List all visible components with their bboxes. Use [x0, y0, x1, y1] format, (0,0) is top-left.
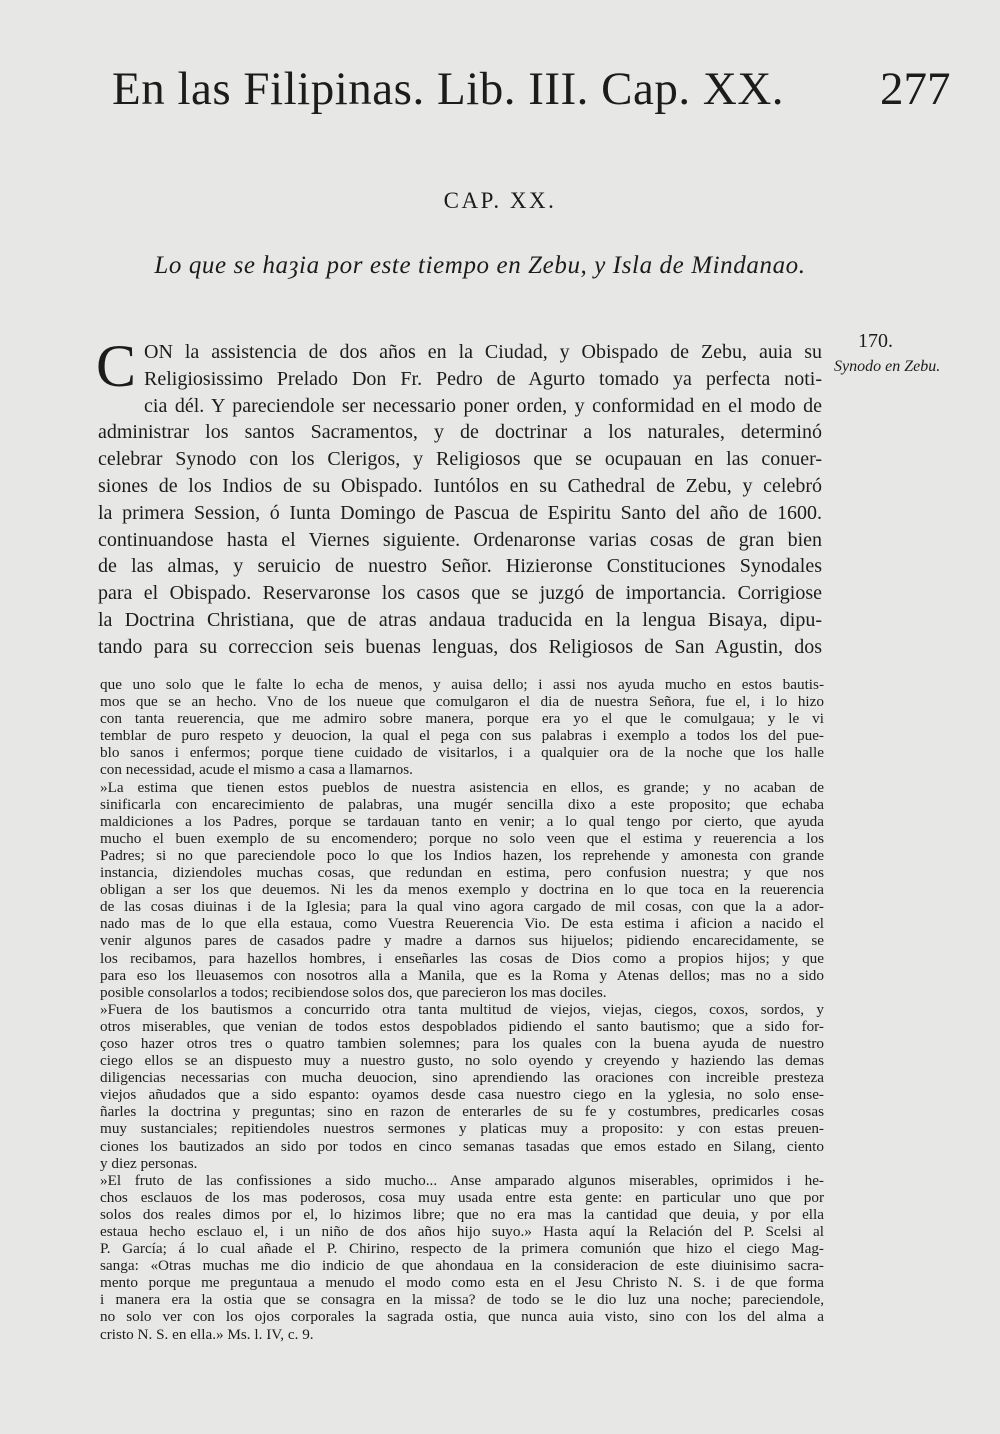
footnotes: [100, 676, 824, 1343]
footnote-line: muy sustanciales; repitiendoles nuestros sermones y platicas muy a proposito: y con estas preuen-: [100, 1120, 824, 1138]
body-line: continuandose hasta el Viernes siguiente. Ordenaronse varias cosas de gran bien: [98, 528, 822, 551]
chapter-heading: CAP. XX.: [443, 188, 557, 213]
footnote-line: viejos añudados que a sido espanto: oyamos desde casa nuestro ciego en la yglesia, no solo ense-: [100, 1086, 824, 1104]
footnote-line: con tanta reuerencia, que me admiro sobre manera, porque era yo el que le comulgaua; y le vi: [100, 710, 824, 728]
footnote-line: sanga: «Otras muchas me dio indicio de que ahondaua en la consideracion de este diuinisimo sacra-: [100, 1257, 824, 1275]
footnote-line: que uno solo que le falte lo echa de menos, y auisa dello; i assi nos ayuda mucho en estos bautis-: [100, 676, 824, 693]
drop-cap: C: [96, 333, 137, 399]
chapter-title: Lo que se haȝia por este tiempo en Zebu, y Isla de Mindanao.: [154, 252, 806, 279]
footnote-line: para eso los lleuasemos con nosotros alla a Manila, que es la Roma y Atenas dellos; mas no a sido: [100, 966, 824, 984]
running-title: En las Filipinas. Lib. III. Cap. XX.: [112, 63, 785, 115]
body-line: la Doctrina Christiana, que de atras andaua traducida en la lengua Bisaya, dipu-: [98, 608, 822, 631]
footnote-line: »La estima que tienen estos pueblos de nuestra asistencia en ellos, es grande; y no acaban de: [100, 778, 824, 796]
footnote-line: otros miserables, que venian de todos estos despoblados pidiendo el santo bautismo; que a sido for-: [100, 1017, 824, 1035]
footnote-line: cristo N. S. en ella.» Ms. l. IV, c. 9.: [100, 1325, 314, 1343]
footnote-line: ñarles la doctrina y preguntas; sino en razon de enterarles de su fe y costumbres, predicarles cosas: [100, 1103, 824, 1121]
margin-paragraph-number: 170.: [858, 330, 893, 352]
footnote-line: los recibamos, para hazellos hombres, i enseñarles las cosas de Dios como a propios hijos; y que: [100, 949, 824, 967]
body-text: [96, 333, 822, 661]
footnote-line: nado mas de lo que ella estaua, como Vuestra Reuerencia Vio. De esta estima i aficion a nacido el: [100, 915, 824, 933]
body-line: tando para su correccion seis buenas lenguas, dos Religiosos de San Agustin, dos: [98, 635, 822, 658]
body-line: ON la assistencia de dos años en la Ciudad, y Obispado de Zebu, auia su: [144, 341, 822, 363]
footnote-line: i manera era la ostia que se consagra en la missa? de todo se le dio luz una noche; pareciendole,: [100, 1291, 824, 1309]
footnote-line: sinificarla con encarecimiento de palabras, una mugér sencilla dixo a este proposito; que echaba: [100, 795, 824, 813]
footnote-line: »Fuera de los bautismos a concurrido otra tanta multitud de viejos, viejas, ciegos, coxos, sordos, y: [100, 1000, 824, 1018]
footnote-line: temblar de puro respeto y deuocion, la qual el pega con sus palabras i exemplo a todos los del pue-: [100, 727, 824, 745]
footnote-line: çoso hazer otros tres o quatro tambien solemnes; para los quales con la buena ayuda de nuestro: [100, 1034, 824, 1052]
footnote-line: diligencias necessarias con mucha deuocion, sino aprendiendo las oraciones con increible presteza: [100, 1069, 824, 1087]
body-line: cia dél. Y pareciendole ser necessario poner orden, y conformidad en el modo de: [144, 394, 822, 417]
footnote-line: obligan a ser los que deuemos. Ni les da menos exemplo y doctrina en lo que toca en la reuerencia: [100, 881, 824, 899]
footnote-line: con necessidad, acude el mismo a casa a llamarnos.: [100, 761, 413, 779]
body-line: de las almas, y seruicio de nuestro Señor. Hizieronse Constituciones Synodales: [98, 555, 822, 578]
margin-note: Synodo en Zebu.: [834, 358, 941, 375]
footnote-line: Padres; si no que pareciendole poco lo que los Indios hazen, los reprehende y amonesta con grande: [100, 846, 824, 864]
footnote-line: no solo ver con los ojos corporales la sagrada ostia, que nunca auia visto, sino con los del alma a: [100, 1308, 824, 1326]
footnote-line: mos que se an hecho. Vno de los nueue que comulgaron el dia de nuestra Señora, fue el, i lo hizo: [100, 693, 824, 711]
footnote-line: mucho el buen exemplo de su encomendero; porque no solo veen que el estima y reuerencia a los: [100, 829, 824, 847]
footnote-line: »El fruto de las confissiones a sido mucho... Anse amparado algunos miserables, oprimidos i he-: [100, 1171, 824, 1189]
body-line: celebrar Synodo con los Clerigos, y Religiosos que se ocupauan en las conuer-: [98, 448, 822, 471]
footnote-line: instancia, diziendoles muchas cosas, que redundan en estima, pero confusion nuestra; y que nos: [100, 864, 824, 882]
footnote-line: blo sanos i enfermos; porque tiene cuidado de visitarlos, i a qualquier ora de la noche que los halle: [100, 744, 824, 762]
page-number: 277: [880, 63, 951, 115]
body-line: para el Obispado. Reservaronse los casos que se juzgó de importancia. Corrigiose: [98, 582, 822, 605]
body-line: administrar los santos Sacramentos, y de doctrinar a los naturales, determinó: [98, 421, 822, 444]
footnote-line: chos esclauos de los mas poderosos, cosa muy usada entre esta gente: en particular uno que por: [100, 1188, 824, 1206]
footnote-line: y diez personas.: [100, 1154, 198, 1172]
footnote-line: estaua hecho esclauo el, i un niño de dos años hijo suyo.» Hasta aquí la Relación del P. Scelsi al: [100, 1223, 824, 1240]
footnote-line: P. García; á lo cual añade el P. Chirino, respecto de la primera comunión que hizo el ciego Mag-: [100, 1240, 824, 1258]
body-line: la primera Session, ó Iunta Domingo de Pascua de Espiritu Santo del año de 1600.: [98, 501, 822, 524]
footnote-line: venir algunos pares de casados padre y madre a darnos sus hijuelos; pidiendo encarecidamente, se: [100, 932, 824, 950]
footnote-line: ciones los bautizados an sido por todos en cinco semanas tasadas que emos estado en Silang, ciento: [100, 1137, 824, 1155]
body-line: Religiosissimo Prelado Don Fr. Pedro de Agurto tomado ya perfecta noti-: [144, 367, 822, 390]
footnote-line: maldiciones a los Padres, porque se tardauan tanto en venir; a lo qual tengo por cierto, que ayuda: [100, 812, 824, 830]
footnote-line: de las cosas diuinas i de la Iglesia; para la qual vino agora cargado de mil cosas, con que la a ador-: [100, 898, 824, 916]
footnote-line: mento porque me preguntaua a menudo el modo como esta en el Jesu Christo N. S. i de que forma: [100, 1274, 824, 1292]
body-line: siones de los Indios de su Obispado. Iuntólos en su Cathedral de Zebu, y celebró: [98, 474, 822, 497]
footnote-line: posible consolarlos a todos; recibiendose solos dos, que parecieron los mas dociles.: [100, 983, 607, 1001]
footnote-line: ciego ellos se an dispuesto muy a nuestro gusto, no solo oyendo y creyendo y haziendo las demas: [100, 1052, 824, 1070]
footnote-line: solos dos reales dimos por el, lo hizimos libre; que no era mas la cantidad que deuia, y por ella: [100, 1205, 824, 1223]
